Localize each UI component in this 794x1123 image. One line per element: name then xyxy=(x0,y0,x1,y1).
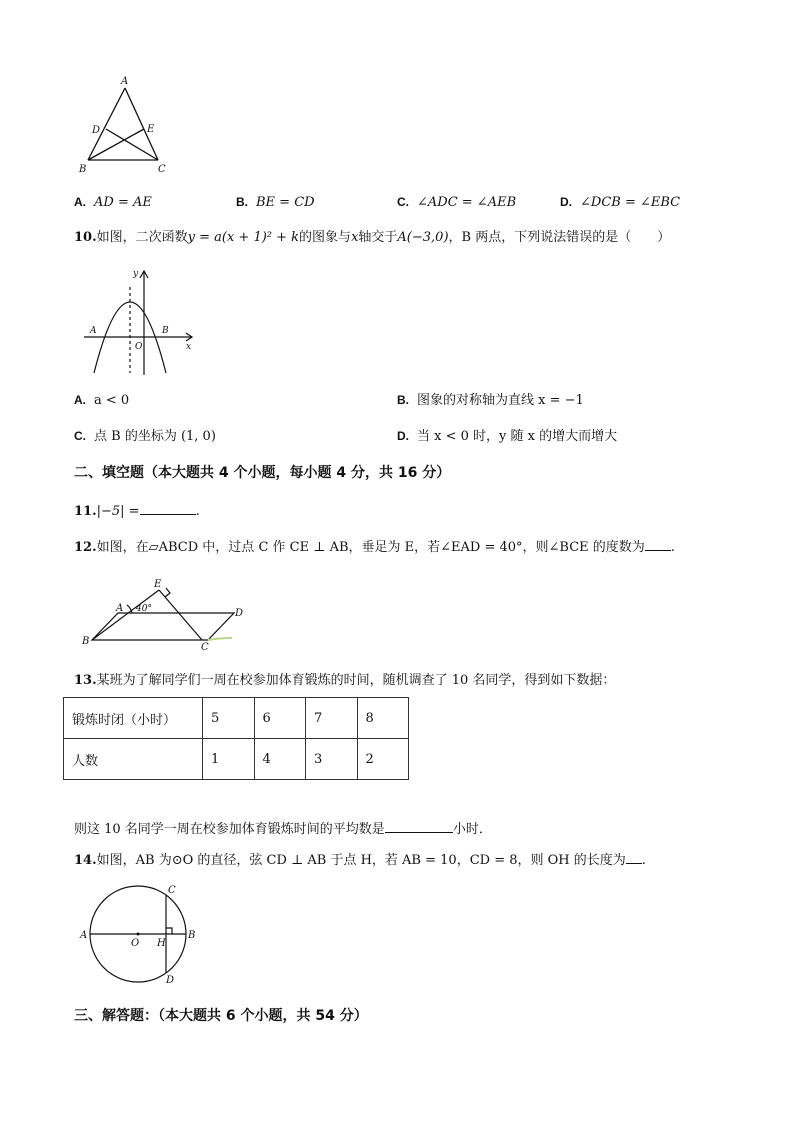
label-C: C xyxy=(201,642,209,650)
question-number: 10. xyxy=(74,230,97,245)
q9-option-c xyxy=(397,193,516,212)
q10-point: A(−3,0) xyxy=(397,230,449,245)
parabola-figure xyxy=(80,265,200,377)
table-row xyxy=(64,739,409,780)
label-A: A xyxy=(80,930,88,941)
label-A: A xyxy=(90,326,97,336)
label-D: D xyxy=(92,125,101,136)
label-O: O xyxy=(135,342,143,352)
label-O: O xyxy=(131,938,140,949)
label-D: D xyxy=(166,975,175,986)
label-B: B xyxy=(188,930,196,941)
label-A: A xyxy=(116,603,124,614)
table-cell: 5 xyxy=(203,698,255,739)
section-heading-solutions: 三、解答题：（本大题共 6 个小题，共 54 分） xyxy=(74,1008,368,1024)
label-B: B xyxy=(79,164,87,175)
question-number: 14. xyxy=(74,853,97,868)
q10-text-a: 如图，二次函数 xyxy=(96,230,188,245)
label-C: C xyxy=(168,885,176,896)
triangle-figure xyxy=(74,74,174,178)
parallelogram-figure xyxy=(74,572,246,650)
answer-blank[interactable] xyxy=(385,818,453,833)
table-cell: 4 xyxy=(254,739,306,780)
q13-tail-end: 小时． xyxy=(452,822,492,837)
q11-end: . xyxy=(195,504,200,519)
q11-stem xyxy=(74,500,200,521)
q10-formula: y = a(x + 1)² + k xyxy=(187,230,300,245)
table-cell: 7 xyxy=(306,698,358,739)
axis-label-x: x xyxy=(186,342,192,352)
q10-option-b xyxy=(397,391,584,410)
option-label: B. xyxy=(236,195,248,209)
option-label: C. xyxy=(74,429,86,443)
answer-blank[interactable] xyxy=(626,849,642,864)
q9-option-a xyxy=(74,193,152,212)
label-C: C xyxy=(158,164,166,175)
q12-end: . xyxy=(670,540,675,555)
label-B: B xyxy=(82,636,90,647)
circle-figure xyxy=(76,880,206,990)
option-text: ∠ADC = ∠AEB xyxy=(417,195,517,210)
q10-text-d: ，B 两点，下列说法错误的是（ ） xyxy=(448,230,671,245)
q13-tail-text: 则这 10 名同学一周在校参加体育锻炼时间的平均数是 xyxy=(74,822,385,837)
option-text: a < 0 xyxy=(94,393,130,408)
q12-text: 如图，在▱ABCD 中，过点 C 作 CE ⊥ AB，垂足为 E，若∠EAD = 40°，则∠BCE 的度数为 xyxy=(96,540,645,555)
option-label: A. xyxy=(74,393,86,407)
answer-blank[interactable] xyxy=(645,536,671,551)
label-E: E xyxy=(154,579,162,590)
table-cell: 锻炼时闭（小时） xyxy=(64,698,203,739)
table-cell: 3 xyxy=(306,739,358,780)
q10-text-c: 轴交于 xyxy=(358,230,398,245)
section-heading-fill-blank: 二、填空题（本大题共 4 个小题，每小题 4 分，共 16 分） xyxy=(74,465,451,481)
table-cell: 2 xyxy=(357,739,409,780)
q11-text: |−5| = xyxy=(96,504,140,519)
q9-option-d xyxy=(560,193,680,212)
answer-blank[interactable] xyxy=(140,500,196,515)
question-number: 12. xyxy=(74,540,97,555)
q13-stem xyxy=(74,672,615,690)
table-cell: 8 xyxy=(357,698,409,739)
option-label: B. xyxy=(397,393,409,407)
question-number: 13. xyxy=(74,673,97,688)
q9-option-b xyxy=(236,193,315,212)
q14-end: . xyxy=(641,853,646,868)
q10-option-d xyxy=(397,427,617,446)
option-text: ∠DCB = ∠EBC xyxy=(580,195,681,210)
q10-text-b: 的图象与 xyxy=(299,230,352,245)
q14-text: 如图，AB 为⊙O 的直径，弦 CD ⊥ AB 于点 H，若 AB = 10，CD = 8，则 OH 的长度为 xyxy=(96,853,626,868)
q13-text: 某班为了解同学们一周在校参加体育锻炼的时间，随机调查了 10 名同学，得到如下数据： xyxy=(96,673,616,688)
option-text: BE = CD xyxy=(256,195,315,210)
table-cell: 6 xyxy=(254,698,306,739)
label-E: E xyxy=(147,124,155,135)
option-label: D. xyxy=(560,195,572,209)
q13-tail xyxy=(74,818,492,839)
table-cell: 人数 xyxy=(64,739,203,780)
q14-stem xyxy=(74,849,646,870)
q10-var-x: x xyxy=(351,230,359,245)
q12-stem xyxy=(74,536,675,557)
axis-label-y: y xyxy=(133,269,139,279)
label-H: H xyxy=(157,938,166,949)
q10-option-c xyxy=(74,427,216,446)
exercise-time-table xyxy=(63,697,409,780)
option-text: 当 x < 0 时，y 随 x 的增大而增大 xyxy=(417,429,618,444)
option-text: 点 B 的坐标为 (1, 0) xyxy=(94,429,216,444)
q10-stem xyxy=(74,229,670,247)
option-text: 图象的对称轴为直线 x = −1 xyxy=(417,393,584,408)
angle-label: 40° xyxy=(136,604,152,614)
q10-option-a xyxy=(74,391,129,410)
option-label: A. xyxy=(74,195,86,209)
option-text: AD = AE xyxy=(94,195,152,210)
table-cell: 1 xyxy=(203,739,255,780)
question-number: 11. xyxy=(74,504,97,519)
option-label: C. xyxy=(397,195,409,209)
label-A: A xyxy=(121,76,129,87)
table-row xyxy=(64,698,409,739)
option-label: D. xyxy=(397,429,409,443)
label-B: B xyxy=(162,326,169,336)
label-D: D xyxy=(235,608,244,619)
